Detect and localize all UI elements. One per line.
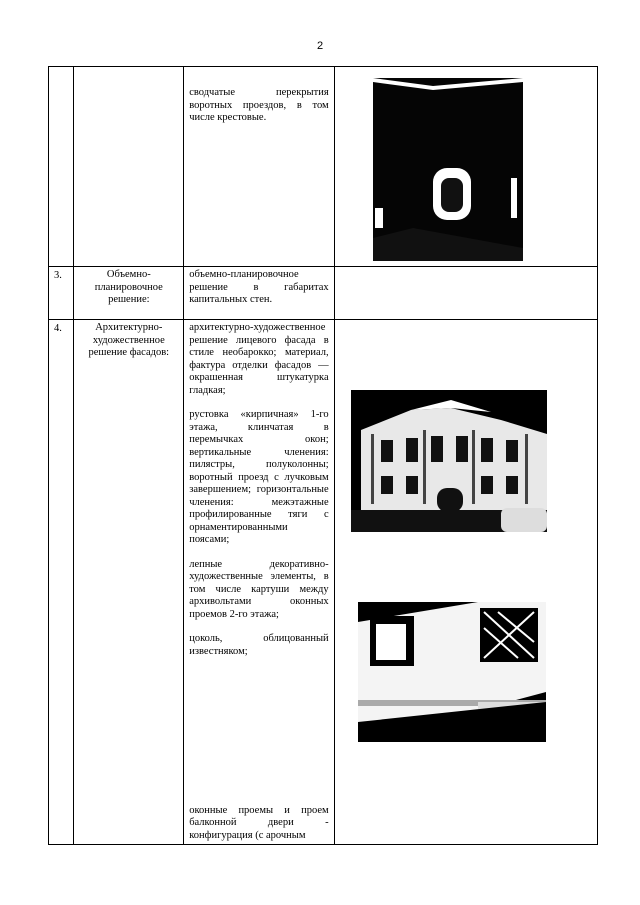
row-number-cell — [49, 67, 74, 267]
rustication-text: рустовка «кирпичная» 1-го этажа, клинчатая в перемычках окон; вертикальные членения: пилястры, полуколонны; воротный проезд с лучковым завершением; горизонтальные членения: межэтажные профилированные тяги с орнаментированными поясами; — [189, 409, 329, 545]
row-name-cell: Архитектурно-художественное решение фасадов: — [74, 320, 184, 845]
row-description-cell — [184, 67, 334, 267]
row-photo-cell — [334, 267, 597, 320]
facade-style-text: архитектурно-художественное решение лицевого фасада в стиле необарокко; материал, фактура отделки фасадов — окрашенная штукатурка гладкая; — [189, 322, 329, 396]
row-number-cell: 4. — [49, 320, 74, 845]
vaulted-passage-photo — [373, 78, 523, 264]
page-number: 2 — [316, 40, 324, 52]
table-row — [49, 67, 598, 267]
row-name-cell — [74, 67, 184, 267]
row-description-cell — [184, 320, 334, 845]
register-table — [48, 66, 598, 845]
stucco-elements-text: лепные декоративно-художественные элементы, в том числе картуши между архивольтами оконных проемов 2-го этажа; — [189, 558, 329, 620]
row-name-cell: Объемно-планировочное решение: — [74, 267, 184, 320]
row-photo-cell — [334, 67, 597, 267]
facade-photo — [351, 390, 547, 532]
table-row — [49, 267, 598, 320]
row-description-cell: объемно-планировочное решение в габаритах капитальных стен. — [184, 267, 334, 320]
vaults-description: сводчатые перекрытия воротных проездов, в том числе крестовые. — [189, 87, 329, 123]
window-detail-photo — [358, 602, 546, 742]
window-openings-text: оконные проемы и проем балконной двери - конфигурация (с арочным — [189, 804, 329, 841]
table-row — [49, 320, 598, 845]
plinth-text: цоколь, облицованный известняком; — [189, 633, 329, 657]
row-photo-cell — [334, 320, 597, 845]
row-number-cell: 3. — [49, 267, 74, 320]
